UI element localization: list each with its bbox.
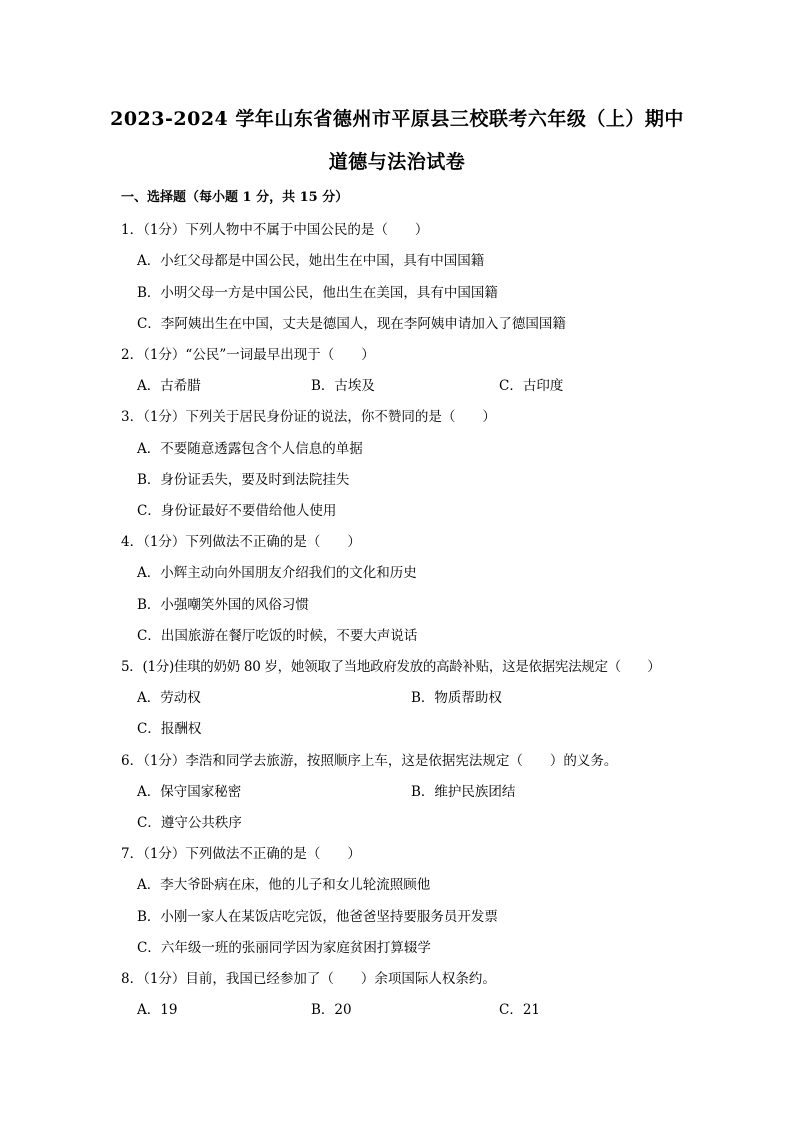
question-2-option-b: B．古埃及 [311, 378, 375, 394]
question-5-stem: 5．(1分)佳琪的奶奶 80 岁，她领取了当地政府发放的高龄补贴，这是依据宪法规定（ ） [121, 659, 661, 675]
question-6-option-b: B．维护民族团结 [411, 784, 516, 800]
question-2-options [0, 374, 794, 394]
question-8-option-b: B．20 [311, 1002, 352, 1018]
question-6-options [0, 780, 794, 800]
question-8-options [0, 998, 794, 1018]
question-1-option-b: B．小明父母一方是中国公民，他出生在美国，具有中国国籍 [137, 285, 498, 301]
exam-title-line1: 2023-2024 学年山东省德州市平原县三校联考六年级（上）期中 [110, 108, 684, 130]
question-8-option-a: A．19 [137, 1002, 178, 1018]
question-3-stem: 3．（1分）下列关于居民身份证的说法，你不赞同的是（ ） [121, 409, 496, 425]
question-7-stem: 7．（1分）下列做法不正确的是（ ） [121, 846, 361, 862]
question-1-option-c: C．李阿姨出生在中国，丈夫是德国人，现在李阿姨申请加入了德国国籍 [137, 316, 566, 332]
question-6-stem: 6．（1分）李浩和同学去旅游，按照顺序上车，这是依据宪法规定（ ）的义务。 [121, 753, 618, 769]
question-4-option-b: B．小强嘲笑外国的风俗习惯 [137, 597, 309, 613]
question-3-option-a: A．不要随意透露包含个人信息的单据 [137, 441, 363, 457]
question-8-stem: 8．（1分）目前，我国已经参加了（ ）余项国际人权条约。 [121, 971, 496, 987]
question-7-option-b: B．小刚一家人在某饭店吃完饭，他爸爸坚持要服务员开发票 [137, 909, 498, 925]
question-8-option-c: C．21 [499, 1002, 541, 1018]
question-5-option-b: B．物质帮助权 [411, 690, 502, 706]
question-6-option-a: A．保守国家秘密 [137, 784, 242, 800]
question-1-stem: 1．（1分）下列人物中不属于中国公民的是（ ） [121, 222, 429, 238]
question-5-option-c: C．报酬权 [137, 721, 202, 737]
question-4-stem: 4．（1分）下列做法不正确的是（ ） [121, 534, 361, 550]
question-4-option-c: C．出国旅游在餐厅吃饭的时候，不要大声说话 [137, 628, 418, 644]
question-1-option-a: A．小红父母都是中国公民，她出生在中国，具有中国国籍 [137, 253, 485, 269]
question-2-stem: 2．（1分）“公民”一词最早出现于（ ） [121, 347, 375, 363]
section-heading: 一、选择题（每小题 1 分，共 15 分） [121, 190, 349, 205]
question-2-option-c: C．古印度 [499, 378, 564, 394]
exam-title-line2: 道德与法治试卷 [328, 151, 466, 173]
question-5-option-a: A．劳动权 [137, 690, 201, 706]
question-5-options [0, 686, 794, 706]
question-4-option-a: A．小辉主动向外国朋友介绍我们的文化和历史 [137, 565, 417, 581]
question-3-option-c: C．身份证最好不要借给他人使用 [137, 503, 337, 519]
question-7-option-a: A．李大爷卧病在床，他的儿子和女儿轮流照顾他 [137, 877, 431, 893]
question-6-option-c: C．遵守公共秩序 [137, 815, 242, 831]
question-7-option-c: C．六年级一班的张丽同学因为家庭贫困打算辍学 [137, 940, 431, 956]
question-2-option-a: A．古希腊 [137, 378, 201, 394]
question-3-option-b: B．身份证丢失，要及时到法院挂失 [137, 472, 350, 488]
